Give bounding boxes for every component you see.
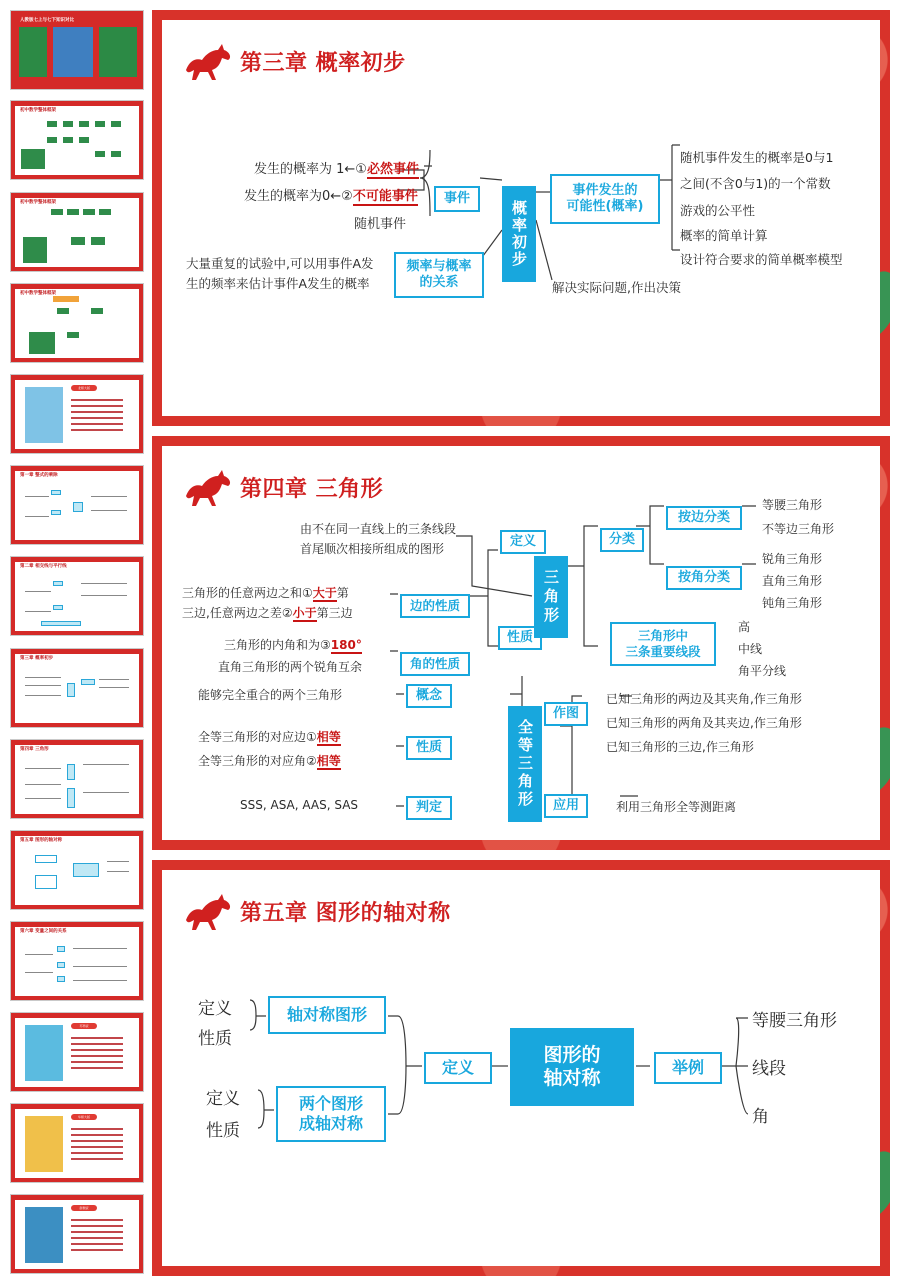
right-item-2: 之间(不含0与1)的一个常数	[680, 176, 831, 191]
example-box: 举例	[654, 1052, 722, 1084]
definition-box: 定义	[500, 530, 546, 554]
right-item-5: 设计符合要求的简单概率模型	[680, 252, 843, 267]
slide-thumbnail-5[interactable]	[10, 374, 144, 454]
slide-thumbnail-9[interactable]	[10, 739, 144, 819]
altitude-text: 高	[738, 620, 751, 634]
slide-thumbnail-1[interactable]	[10, 10, 144, 90]
frequency-text-1: 大量重复的试验中,可以用事件A发	[186, 256, 374, 271]
frequency-text-2: 生的频率来估计事件A发生的概率	[186, 276, 370, 291]
possibility-box: 事件发生的 可能性(概率)	[550, 174, 660, 224]
group1-property-text: 性质	[198, 1029, 232, 1049]
congruent-triangle-box: 全等三角形	[508, 706, 542, 822]
side-property-box: 边的性质	[400, 594, 470, 618]
horse-icon	[182, 40, 234, 82]
definition-text-1: 由不在同一直线上的三条线段	[300, 522, 457, 536]
application-box: 应用	[544, 794, 588, 818]
slide-thumbnail-title: 第二章 相交线与平行线	[20, 564, 67, 569]
slide-thumbnail-title: 人教版七上与七下知识对比	[20, 18, 74, 23]
construction-box: 作图	[544, 702, 588, 726]
center-triangle-box: 三角形	[534, 556, 568, 638]
slide-thumbnail-title: 第四章 三角形	[20, 747, 49, 752]
random-event-text: 随机事件	[354, 217, 407, 232]
slide-chapter-5	[152, 860, 890, 1276]
right-item-3: 游戏的公平性	[680, 203, 756, 218]
axisymmetric-figure-box: 轴对称图形	[268, 996, 386, 1034]
definition-box: 定义	[424, 1052, 492, 1084]
median-text: 中线	[738, 642, 763, 656]
congruent-concept-box: 概念	[406, 684, 452, 708]
classify-by-angle-box: 按角分类	[666, 566, 742, 590]
slide-thumbnail-6[interactable]	[10, 465, 144, 545]
slide-thumbnail-title: 第一章 整式的乘除	[20, 473, 58, 478]
example-line-segment: 线段	[752, 1059, 786, 1079]
slide-thumbnail-title: 初中数学整体框架	[20, 291, 56, 296]
slide-thumbnail-12[interactable]	[10, 1012, 144, 1092]
center-probability-box: 概率初步	[502, 186, 536, 282]
definition-text-2: 首尾顺次相接所组成的图形	[300, 542, 445, 556]
chapter-title: 第五章 图形的轴对称	[240, 900, 451, 926]
slide-thumbnail-title: 初中数学整体框架	[20, 200, 56, 205]
chapter-header	[182, 466, 383, 508]
angle-property-text-2: 直角三角形的两个锐角互余	[218, 660, 363, 674]
congruent-sides-text: 全等三角形的对应边①相等	[198, 730, 341, 744]
important-lines-box: 三角形中 三条重要线段	[610, 622, 716, 666]
right-item-4: 概率的简单计算	[680, 228, 768, 243]
angle-property-box: 角的性质	[400, 652, 470, 676]
slide-thumbnail-13[interactable]	[10, 1103, 144, 1183]
side-property-text-2: 三边,任意两边之差②小于第三边	[182, 606, 353, 620]
slide-thumbnail-title: 北师大版	[77, 386, 90, 390]
slide-thumbnail-title: 浙教版	[79, 1206, 89, 1210]
slide-thumbnail-14[interactable]	[10, 1194, 144, 1274]
angle-bisector-text: 角平分线	[738, 664, 787, 678]
group2-property-text: 性质	[206, 1121, 240, 1141]
chapter-header	[182, 40, 406, 82]
slide-thumbnail-title: 苏科版	[79, 1024, 89, 1028]
slide-chapter-4	[152, 436, 890, 850]
congruent-property-box: 性质	[406, 736, 452, 760]
horse-icon	[182, 466, 234, 508]
certain-event-text: 发生的概率为 1←①必然事件	[254, 162, 419, 177]
group1-definition-text: 定义	[198, 999, 232, 1019]
center-axial-symmetry-box: 图形的 轴对称	[510, 1028, 634, 1106]
congruence-criteria-box: 判定	[406, 796, 452, 820]
scalene-triangle-text: 不等边三角形	[762, 522, 835, 536]
decision-text: 解决实际问题,作出决策	[552, 280, 681, 295]
impossible-event-tag: 不可能事件	[352, 189, 418, 204]
slide-thumbnail-2[interactable]	[10, 100, 144, 180]
acute-triangle-text: 锐角三角形	[762, 552, 823, 566]
slide-thumbnail-title: 第六章 变量之间的关系	[20, 929, 67, 934]
slide-thumbnail-title: 初中数学整体框架	[20, 108, 56, 113]
classify-by-side-box: 按边分类	[666, 506, 742, 530]
right-item-1: 随机事件发生的概率是0与1	[680, 150, 834, 165]
construction-item-1: 已知三角形的两边及其夹角,作三角形	[606, 692, 802, 706]
chapter-title: 第四章 三角形	[240, 476, 384, 502]
application-text: 利用三角形全等测距离	[616, 800, 737, 814]
chapter-header	[182, 890, 451, 932]
certain-event-tag: 必然事件	[366, 162, 419, 177]
classify-box: 分类	[600, 528, 644, 552]
obtuse-triangle-text: 钝角三角形	[762, 596, 823, 610]
frequency-probability-box: 频率与概率 的关系	[394, 252, 484, 298]
chapter-title: 第三章 概率初步	[240, 50, 406, 76]
slide-chapter-3	[152, 10, 890, 426]
congruence-criteria-text: SSS, ASA, AAS, SAS	[240, 798, 359, 812]
slide-thumbnail-title: 第三章 概率初步	[20, 656, 54, 661]
slide-thumbnail-8[interactable]	[10, 648, 144, 728]
angle-property-text-1: 三角形的内角和为③180°	[224, 638, 362, 652]
impossible-event-text: 发生的概率为0←②不可能事件	[244, 189, 418, 204]
property-box: 性质	[498, 626, 542, 650]
slide-thumbnail-3[interactable]	[10, 192, 144, 272]
slide-thumbnail-panel	[0, 0, 150, 1286]
slide-thumbnail-title: 第五章 图形的轴对称	[20, 838, 63, 843]
event-box: 事件	[434, 186, 480, 212]
two-figures-symmetric-box: 两个图形 成轴对称	[276, 1086, 386, 1142]
congruent-concept-text: 能够完全重合的两个三角形	[198, 688, 343, 702]
slide-thumbnail-7[interactable]	[10, 556, 144, 636]
group2-definition-text: 定义	[206, 1089, 240, 1109]
horse-icon	[182, 890, 234, 932]
construction-item-2: 已知三角形的两角及其夹边,作三角形	[606, 716, 802, 730]
construction-item-3: 已知三角形的三边,作三角形	[606, 740, 754, 754]
side-property-text-1: 三角形的任意两边之和①大于第	[182, 586, 349, 600]
congruent-angles-text: 全等三角形的对应角②相等	[198, 754, 341, 768]
example-isosceles-triangle: 等腰三角形	[752, 1011, 837, 1031]
right-triangle-text: 直角三角形	[762, 574, 823, 588]
example-angle: 角	[752, 1107, 769, 1127]
isosceles-triangle-text: 等腰三角形	[762, 498, 823, 512]
slide-thumbnail-11[interactable]	[10, 921, 144, 1001]
slide-thumbnail-title: 华师大版	[77, 1115, 90, 1119]
slide-thumbnail-4[interactable]	[10, 283, 144, 363]
slide-thumbnail-10[interactable]	[10, 830, 144, 910]
